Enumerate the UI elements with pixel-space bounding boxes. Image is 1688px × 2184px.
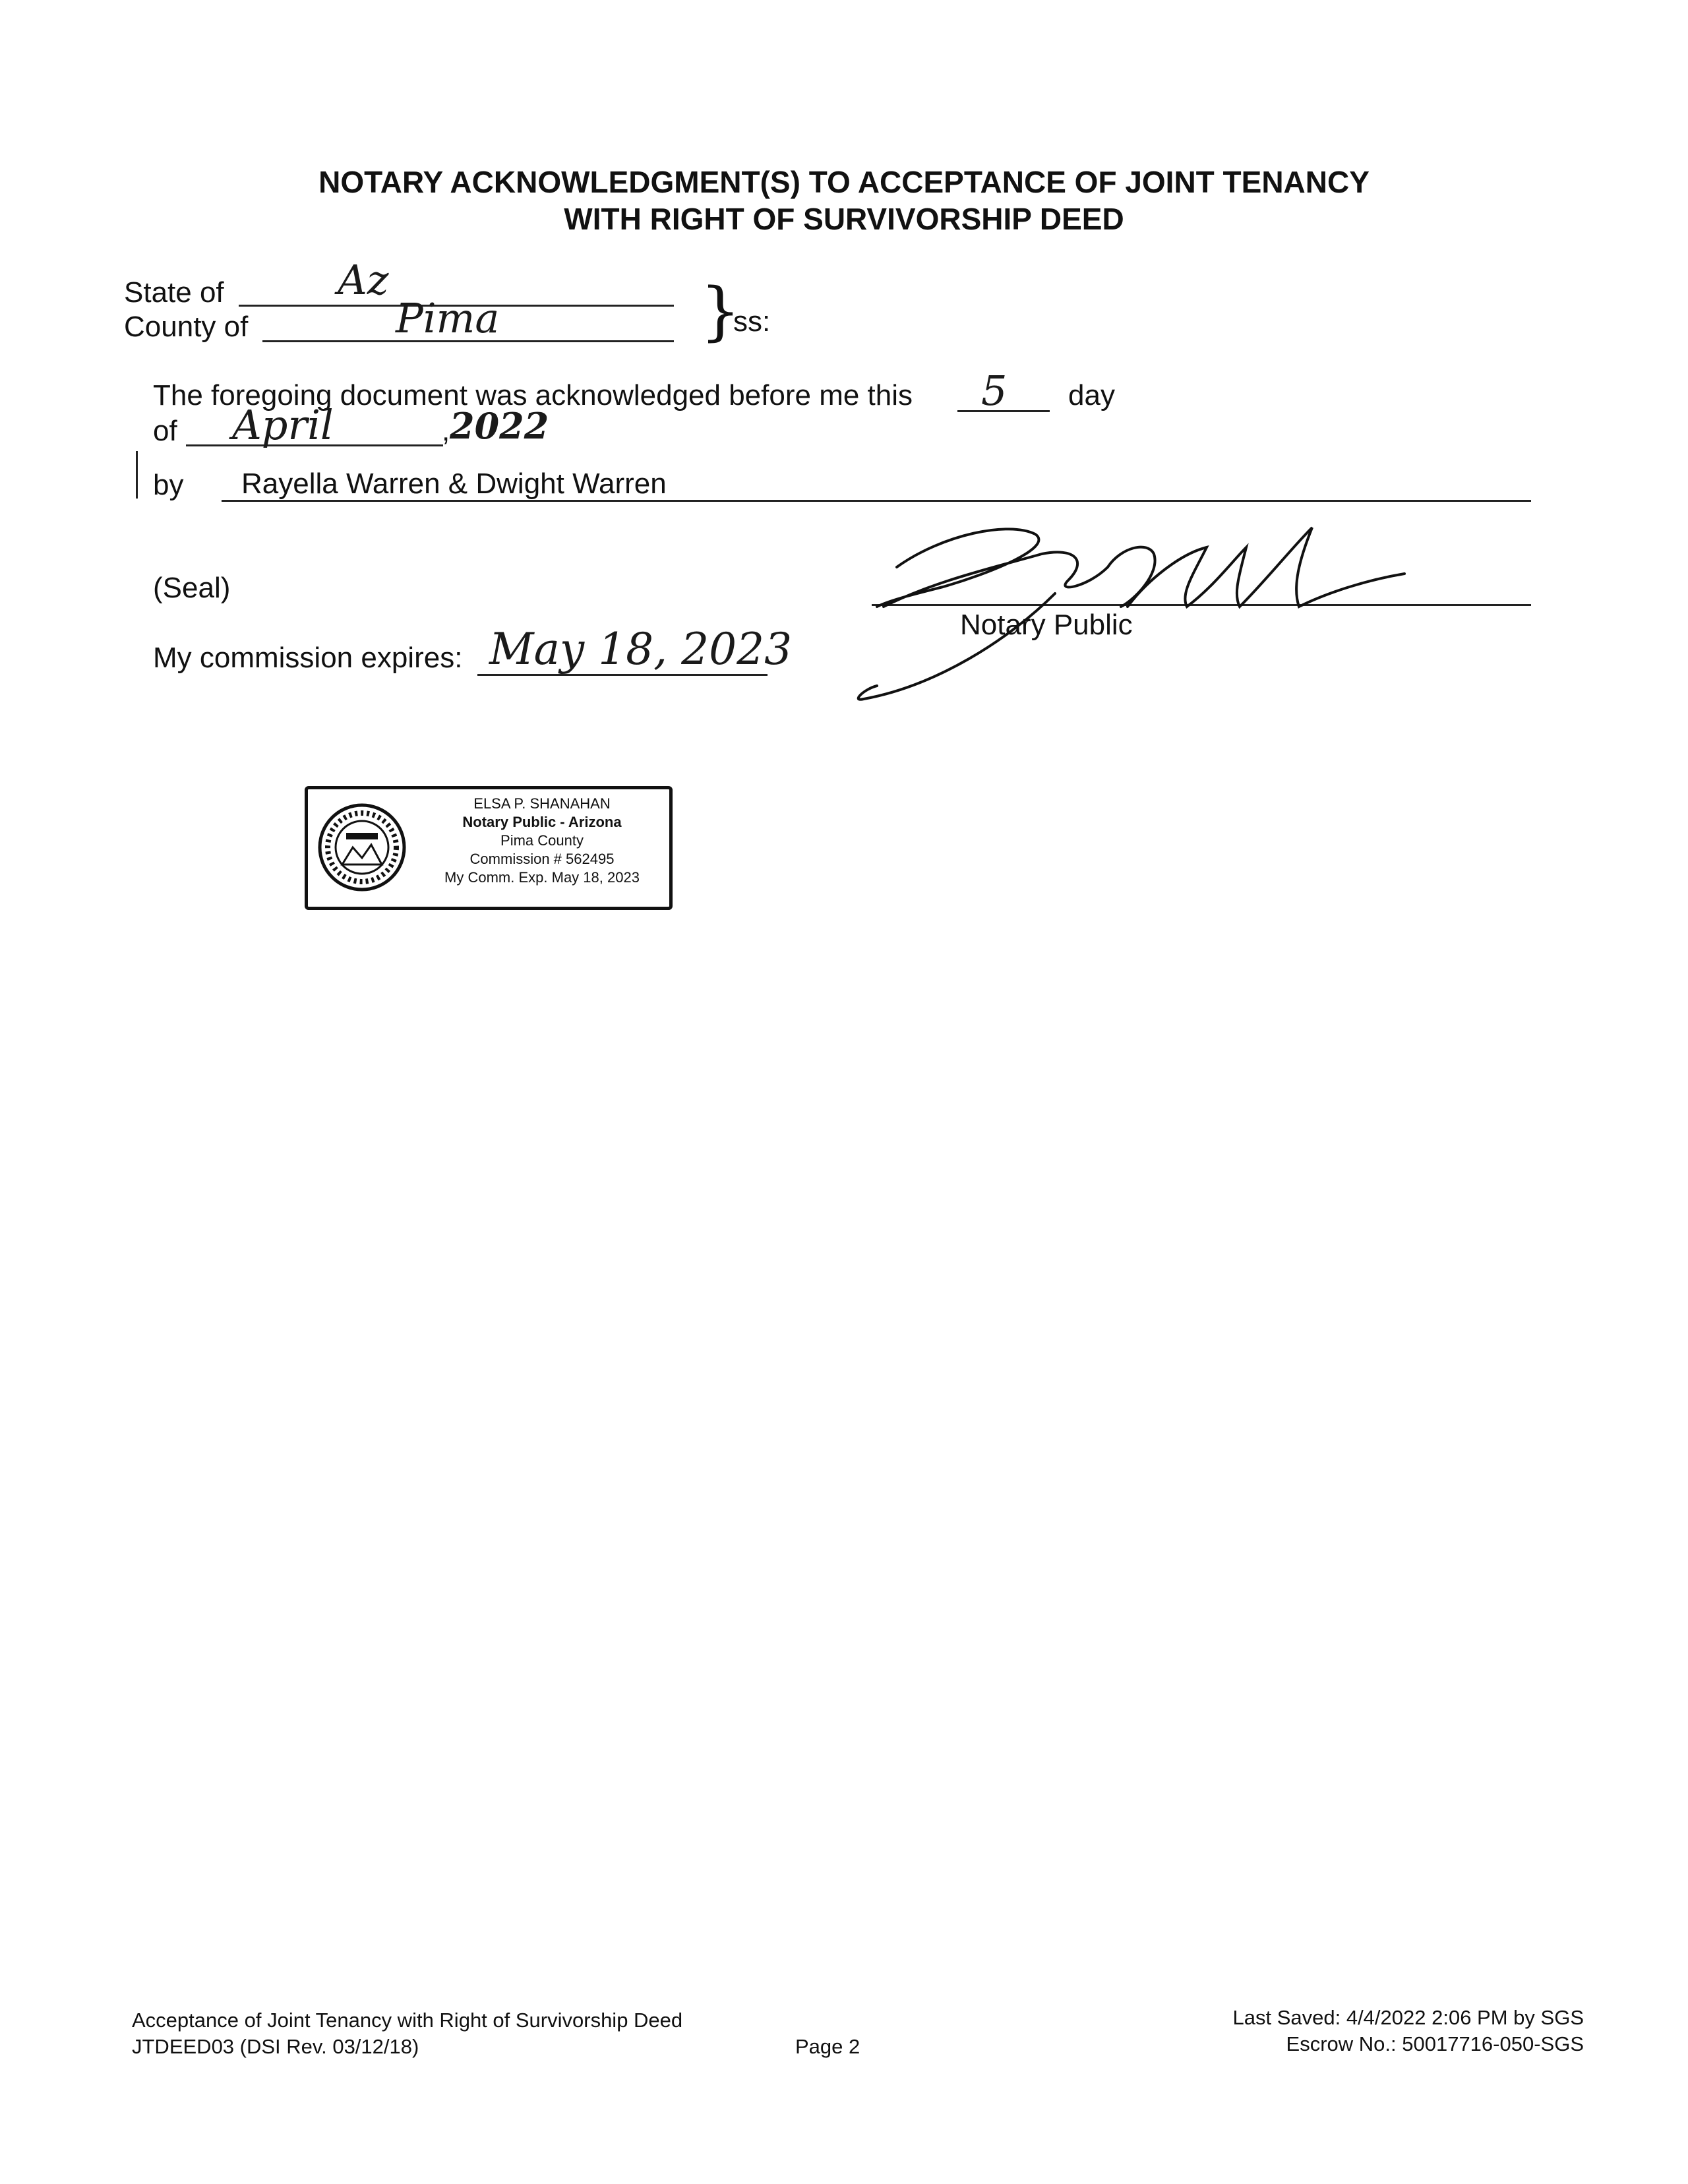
- by-value: Rayella Warren & Dwight Warren: [241, 468, 667, 500]
- year-handwritten-value: 2022: [450, 405, 549, 447]
- day-handwritten-value: 5: [981, 367, 1008, 415]
- footer-page-number: Page 2: [795, 2035, 860, 2058]
- footer-escrow-number: Escrow No.: 50017716-050-SGS: [1286, 2032, 1584, 2055]
- county-label: County of: [124, 311, 249, 343]
- day-label: day: [1068, 379, 1115, 411]
- ss-label: ss:: [733, 305, 771, 338]
- stamp-notary-name: ELSA P. SHANAHAN: [473, 795, 611, 812]
- footer-last-saved: Last Saved: 4/4/2022 2:06 PM by SGS: [1232, 2006, 1584, 2029]
- acknowledgment-sentence: The foregoing document was acknowledged before me this: [153, 379, 913, 411]
- comma-label: ,: [442, 415, 450, 447]
- notary-signature: [837, 508, 1404, 706]
- stamp-county: Pima County: [500, 832, 584, 849]
- county-handwritten-value: Pima: [396, 294, 500, 342]
- stamp-expiration: My Comm. Exp. May 18, 2023: [444, 869, 640, 886]
- notary-stamp: [305, 786, 673, 910]
- document-title-line1: NOTARY ACKNOWLEDGMENT(S) TO ACCEPTANCE OF JOINT TENANCY: [318, 165, 1370, 199]
- stamp-commission-number: Commission # 562495: [469, 851, 615, 867]
- month-handwritten-value: April: [232, 401, 334, 449]
- of-label: of: [153, 415, 177, 447]
- state-handwritten-value: Az: [338, 256, 389, 304]
- seal-label: (Seal): [153, 572, 231, 604]
- footer-doc-code: JTDEED03 (DSI Rev. 03/12/18): [132, 2035, 419, 2058]
- commission-label: My commission expires:: [153, 642, 463, 674]
- document-title-line2: WITH RIGHT OF SURVIVORSHIP DEED: [564, 202, 1124, 236]
- state-seal-icon: [316, 801, 408, 894]
- notary-public-label: Notary Public: [960, 609, 1133, 641]
- venue-brace: }: [700, 274, 741, 348]
- stamp-notary-title: Notary Public - Arizona: [462, 814, 622, 830]
- by-label: by: [153, 469, 184, 501]
- footer-doc-title: Acceptance of Joint Tenancy with Right of Survivorship Deed: [132, 2009, 683, 2032]
- state-label: State of: [124, 276, 224, 309]
- commission-handwritten-value: May 18, 2023: [489, 624, 793, 675]
- margin-bar: [136, 451, 138, 499]
